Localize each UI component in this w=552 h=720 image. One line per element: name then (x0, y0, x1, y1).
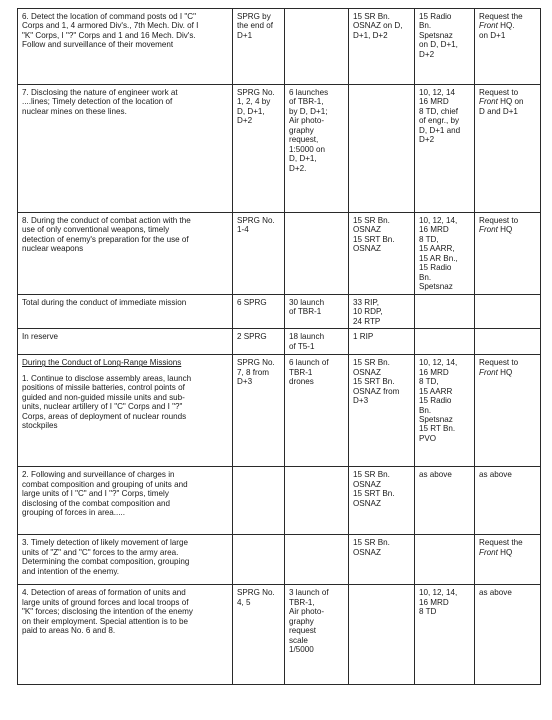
other-text-line: 1/5000 (289, 644, 314, 654)
table-row (18, 467, 541, 535)
armies-text-line: Spetsnaz (419, 30, 453, 40)
cell-notes (475, 213, 541, 295)
cell-sprg (233, 535, 285, 585)
other-text-line: D+2. (289, 163, 307, 173)
armies-text-line: 15 AR Bn., (419, 253, 458, 263)
task-text-line: positions of missile batteries, control points of (22, 383, 185, 393)
units-text-line: 10 RDP, (353, 307, 383, 317)
other-text-line: request, (289, 135, 319, 145)
armies-text-line: 15 Radio (419, 396, 452, 406)
other-text-line: by D, D+1; (289, 106, 328, 116)
other-text-line: 6 launch of (289, 358, 329, 368)
task-text-line: use of only conventional weapons, timely (22, 225, 170, 235)
other-text-line: D, D+1, (289, 154, 317, 164)
units-text-line: OSNAZ on D, (353, 21, 403, 31)
task-text-line: Total during the conduct of immediate mission (22, 297, 187, 307)
cell-units (349, 85, 415, 213)
task-text-line: Determining the combat composition, grouping (22, 557, 190, 567)
units-text-line: OSNAZ (353, 244, 381, 254)
cell-task (18, 355, 233, 467)
task-text-line: "K" forces; disclosing the intention of the enemy (22, 607, 193, 617)
section-heading: During the Conduct of Long-Range Missions (22, 358, 182, 368)
armies-text-line: 15 AARR (419, 386, 453, 396)
table-row (18, 9, 541, 85)
other-text-line: scale (289, 635, 308, 645)
armies-text-line: Bn. (419, 272, 432, 282)
units-text-line: D+3 (353, 396, 369, 406)
other-text-line: drones (289, 377, 314, 387)
cell-armies (415, 294, 475, 328)
task-text-line: nuclear mines on these lines. (22, 106, 127, 116)
notes-text-line: as above (479, 470, 512, 480)
armies-text-line: 15 Radio (419, 12, 452, 21)
cell-armies (415, 85, 475, 213)
other-text-line: of TBR-1 (289, 307, 322, 317)
units-text-line: 15 SR Bn. (353, 538, 390, 548)
armies-text-line: on D, D+1, (419, 40, 458, 50)
sprg-text-line: D+3 (237, 377, 253, 387)
cell-other (285, 329, 349, 355)
cell-task (18, 213, 233, 295)
task-text-line: large units of ground forces and local troops of (22, 597, 189, 607)
units-text-line: OSNAZ (353, 498, 381, 508)
armies-text-line: D, D+1 and (419, 125, 461, 135)
notes-text-line: Front HQ (479, 367, 513, 377)
cell-sprg (233, 294, 285, 328)
task-text-line: In reserve (22, 332, 58, 342)
cell-units (349, 585, 415, 685)
task-text-line: detection of enemy's preparation for the use of (22, 234, 189, 244)
armies-text-line: as above (419, 470, 452, 480)
other-text-line: 1:5000 on (289, 144, 326, 154)
other-text-line: 18 launch (289, 332, 325, 342)
units-text-line: 33 RIP, (353, 297, 379, 307)
armies-text-line: 16 MRD (419, 367, 449, 377)
units-text-line: 15 SR Bn. (353, 358, 390, 368)
notes-text-line: D and D+1 (479, 106, 518, 116)
cell-notes (475, 329, 541, 355)
task-text-line: Corps and 1, 4 armored Div's., 7th Mech. Div. of I (22, 21, 199, 31)
task-text-line: paid to areas No. 6 and 8. (22, 626, 116, 636)
sprg-text-line: 1-4 (237, 225, 249, 235)
other-text-line: of T5-1 (289, 341, 315, 351)
units-text-line: D+1, D+2 (353, 30, 388, 40)
task-text-line: on their employment. Special attention is to be (22, 616, 189, 626)
cell-notes (475, 585, 541, 685)
task-text-line: units of "Z" and "C" forces to the army area. (22, 547, 179, 557)
armies-text-line: 16 MRD (419, 97, 449, 107)
cell-units (349, 355, 415, 467)
task-text-line: 2. Following and surveillance of charges in (22, 470, 175, 480)
sprg-text-line: D, D+1, (237, 106, 265, 116)
notes-text-line: Request to (479, 216, 519, 225)
cell-sprg (233, 85, 285, 213)
other-text-line: of TBR-1, (289, 97, 324, 107)
units-text-line: OSNAZ (353, 479, 381, 489)
armies-text-line: Spetsnaz (419, 282, 453, 292)
armies-text-line: 10, 12, 14, (419, 216, 458, 225)
task-text-line: and intention of the enemy. (22, 566, 120, 576)
units-text-line: 15 SRT Bn. (353, 489, 395, 499)
sprg-text-line: 7, 8 from (237, 367, 269, 377)
other-text-line: TBR-1 (289, 367, 313, 377)
notes-text-line: on D+1 (479, 30, 506, 40)
armies-text-line: PVO (419, 433, 437, 443)
armies-text-line: D+2 (419, 49, 435, 59)
sprg-text-line: 2 SPRG (237, 332, 267, 342)
task-text-line: Follow and surveillance of their movement (22, 40, 174, 50)
armies-text-line: 8 TD (419, 607, 437, 617)
units-text-line: 15 SRT Bn. (353, 377, 395, 387)
units-text-line: 15 SR Bn. (353, 12, 390, 21)
armies-text-line: 10, 12, 14 (419, 88, 456, 97)
sprg-text-line: D+2 (237, 116, 253, 126)
task-text-line: Corps, areas of deployment of nuclear rounds (22, 411, 187, 421)
cell-units (349, 535, 415, 585)
other-text-line: graphy (289, 616, 314, 626)
task-text-line: combat composition and grouping of units and (22, 479, 188, 489)
notes-text-line: Request the (479, 12, 523, 21)
notes-text-line: as above (479, 588, 512, 598)
cell-notes (475, 85, 541, 213)
notes-text-line: Front HQ on (479, 97, 524, 107)
table-row (18, 329, 541, 355)
cell-task (18, 294, 233, 328)
armies-text-line: Bn. (419, 21, 432, 31)
notes-text-line: Request to (479, 88, 519, 97)
other-text-line: TBR-1, (289, 597, 315, 607)
cell-task (18, 329, 233, 355)
sprg-text-line: SPRG No. (237, 588, 275, 598)
cell-units (349, 467, 415, 535)
sprg-text-line: SPRG No. (237, 216, 275, 225)
cell-armies (415, 9, 475, 85)
units-text-line: OSNAZ from (353, 386, 400, 396)
cell-other (285, 294, 349, 328)
cell-notes (475, 9, 541, 85)
cell-other (285, 535, 349, 585)
cell-sprg (233, 9, 285, 85)
units-text-line: OSNAZ (353, 225, 381, 235)
cell-sprg (233, 213, 285, 295)
other-text-line: Air photo- (289, 116, 325, 126)
sprg-text-line: SPRG No. (237, 88, 275, 97)
armies-text-line: Spetsnaz (419, 414, 453, 424)
cell-task (18, 85, 233, 213)
cell-sprg (233, 329, 285, 355)
sprg-text-line: 4, 5 (237, 597, 251, 607)
cell-armies (415, 355, 475, 467)
cell-sprg (233, 467, 285, 535)
cell-task (18, 585, 233, 685)
notes-text-line: Front HQ. (479, 21, 515, 31)
notes-text-line: Front HQ (479, 225, 513, 235)
units-text-line: OSNAZ (353, 367, 381, 377)
armies-text-line: 8 TD, (419, 234, 439, 244)
task-text-line: stockpiles (22, 420, 58, 430)
sprg-text-line: SPRG by (237, 12, 271, 21)
armies-text-line: 15 AARR, (419, 244, 455, 254)
units-text-line: 24 RTP (353, 316, 381, 326)
units-text-line: 1 RIP (353, 332, 374, 342)
table-body (18, 9, 541, 685)
armies-text-line: of engr., by (419, 116, 460, 126)
sprg-text-line: 1, 2, 4 by (237, 97, 271, 107)
task-text-line: ....lines; Timely detection of the location of (22, 97, 173, 107)
cell-notes (475, 355, 541, 467)
cell-units (349, 329, 415, 355)
armies-text-line: 10, 12, 14, (419, 588, 458, 598)
armies-text-line: 8 TD, (419, 377, 439, 387)
table-row (18, 85, 541, 213)
cell-armies (415, 213, 475, 295)
armies-text-line: 15 Radio (419, 263, 452, 273)
cell-armies (415, 467, 475, 535)
armies-text-line: 16 MRD (419, 225, 449, 235)
task-text-line: guided and non-guided missile units and sub- (22, 392, 185, 402)
cell-units (349, 9, 415, 85)
cell-other (285, 585, 349, 685)
units-text-line: OSNAZ (353, 547, 381, 557)
units-text-line: 15 SR Bn. (353, 470, 390, 480)
cell-task (18, 467, 233, 535)
task-text-line: large units of I "C" and I "?" Corps, timely (22, 489, 169, 499)
units-text-line: 15 SRT Bn. (353, 234, 395, 244)
armies-text-line: 15 RT Bn. (419, 424, 456, 434)
cell-task (18, 535, 233, 585)
task-text-line: nuclear weapons (22, 244, 84, 254)
cell-task (18, 9, 233, 85)
notes-text-line: Request the (479, 538, 523, 548)
task-text-line: "K" Corps, I "?" Corps and 1 and 16 Mech. Div's. (22, 30, 196, 40)
table-row (18, 585, 541, 685)
task-text-line: 4. Detection of areas of formation of units and (22, 588, 186, 598)
task-text-line: 6. Detect the location of command posts od I "C" (22, 12, 197, 21)
sprg-text-line: D+1 (237, 30, 253, 40)
notes-text-line: Request to (479, 358, 519, 368)
other-text-line: Air photo- (289, 607, 325, 617)
task-text-line: 1. Continue to disclose assembly areas, launch (22, 373, 192, 383)
cell-notes (475, 467, 541, 535)
cell-armies (415, 585, 475, 685)
armies-text-line: 10, 12, 14, (419, 358, 458, 368)
task-text-line: grouping of forces in area..... (22, 508, 126, 518)
cell-other (285, 467, 349, 535)
notes-text-line: Front HQ (479, 547, 513, 557)
other-text-line: 30 launch (289, 297, 325, 307)
table-row (18, 355, 541, 467)
other-text-line: request (289, 626, 316, 636)
sprg-text-line: the end of (237, 21, 274, 31)
sprg-text-line: SPRG No. (237, 358, 275, 368)
cell-sprg (233, 585, 285, 685)
cell-other (285, 9, 349, 85)
cell-notes (475, 294, 541, 328)
cell-notes (475, 535, 541, 585)
cell-other (285, 355, 349, 467)
other-text-line: 3 launch of (289, 588, 329, 598)
other-text-line: 6 launches (289, 88, 329, 97)
table-row (18, 213, 541, 295)
task-text-line: disclosing of the combat composition and (22, 498, 171, 508)
cell-other (285, 213, 349, 295)
cell-sprg (233, 355, 285, 467)
table-row (18, 535, 541, 585)
cell-armies (415, 535, 475, 585)
armies-text-line: 8 TD, chief (419, 106, 458, 116)
armies-text-line: D+2 (419, 135, 435, 145)
task-text-line: 7. Disclosing the nature of engineer work at (22, 88, 178, 97)
task-text-line: units, nuclear artillery of I "C" Corps and I "?" (22, 402, 183, 412)
intelligence-tasks-table (17, 8, 541, 685)
cell-units (349, 294, 415, 328)
task-text-line: 8. During the conduct of combat action with the (22, 216, 191, 225)
other-text-line: graphy (289, 125, 314, 135)
cell-armies (415, 329, 475, 355)
armies-text-line: Bn. (419, 405, 432, 415)
units-text-line: 15 SR Bn. (353, 216, 390, 225)
task-text-line: 3. Timely detection of likely movement of large (22, 538, 188, 548)
table-row (18, 294, 541, 328)
armies-text-line: 16 MRD (419, 597, 449, 607)
cell-other (285, 85, 349, 213)
sprg-text-line: 6 SPRG (237, 297, 267, 307)
cell-units (349, 213, 415, 295)
